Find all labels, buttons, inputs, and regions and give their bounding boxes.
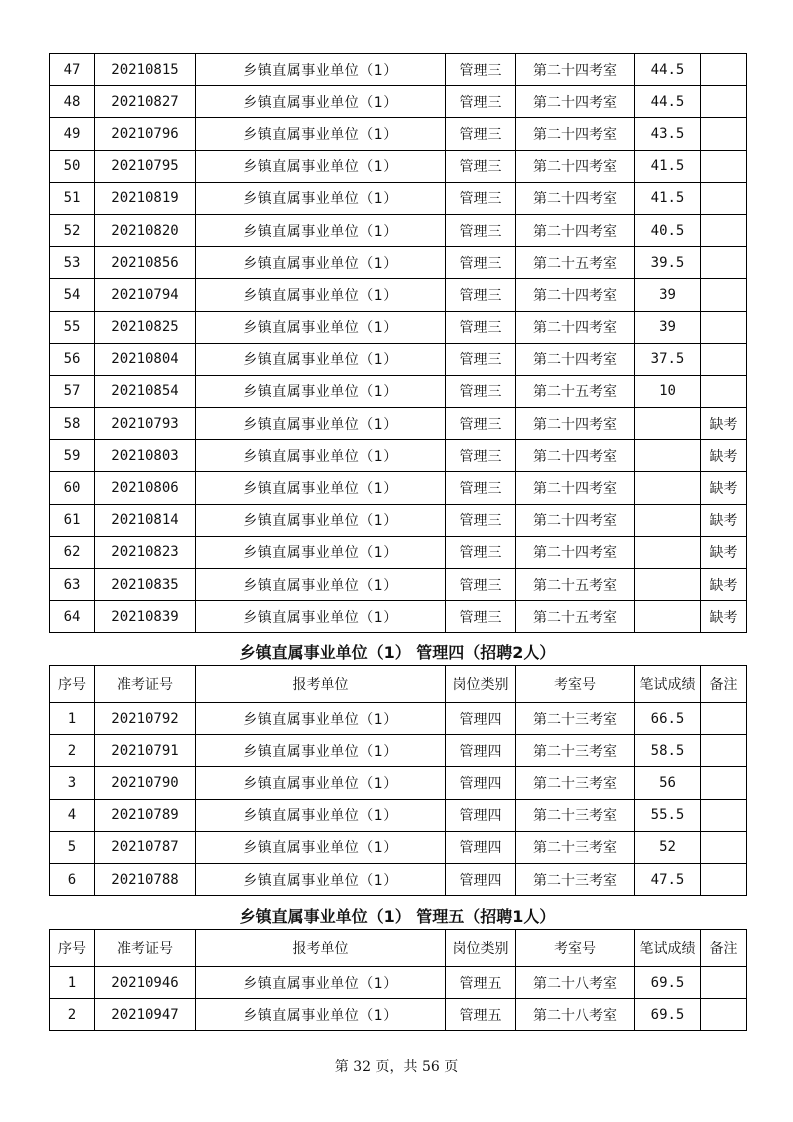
score-cell: 10 <box>635 375 701 407</box>
ticket-number-cell: 20210791 <box>95 735 196 767</box>
score-cell: 39 <box>635 311 701 343</box>
exam-room-cell: 第二十四考室 <box>516 279 635 311</box>
score-cell <box>635 569 701 601</box>
remark-cell: 缺考 <box>701 472 747 504</box>
table-row <box>50 967 747 999</box>
exam-room-cell: 第二十三考室 <box>516 799 635 831</box>
position-type-cell: 管理三 <box>446 118 516 150</box>
seq-cell: 57 <box>50 375 95 407</box>
seq-cell: 61 <box>50 504 95 536</box>
remark-cell <box>701 86 747 118</box>
table-row <box>50 54 747 86</box>
unit-cell: 乡镇直属事业单位（1） <box>196 247 446 279</box>
unit-cell: 乡镇直属事业单位（1） <box>196 767 446 799</box>
exam-room-cell: 第二十八考室 <box>516 967 635 999</box>
remark-cell <box>701 54 747 86</box>
table-row <box>50 504 747 536</box>
unit-cell: 乡镇直属事业单位（1） <box>196 408 446 440</box>
ticket-number-cell: 20210806 <box>95 472 196 504</box>
exam-room-cell: 第二十五考室 <box>516 569 635 601</box>
exam-room-cell: 第二十四考室 <box>516 472 635 504</box>
table-row <box>50 999 747 1031</box>
ticket-number-cell: 20210804 <box>95 343 196 375</box>
header-position-type: 岗位类别 <box>446 666 516 703</box>
exam-room-cell: 第二十四考室 <box>516 440 635 472</box>
ticket-number-cell: 20210854 <box>95 375 196 407</box>
unit-cell: 乡镇直属事业单位（1） <box>196 182 446 214</box>
seq-cell: 2 <box>50 999 95 1031</box>
seq-cell: 52 <box>50 214 95 246</box>
ticket-number-cell: 20210790 <box>95 767 196 799</box>
remark-cell: 缺考 <box>701 569 747 601</box>
exam-room-cell: 第二十四考室 <box>516 214 635 246</box>
table-row <box>50 767 747 799</box>
table-row <box>50 118 747 150</box>
table-row <box>50 343 747 375</box>
ticket-number-cell: 20210814 <box>95 504 196 536</box>
header-ticket-number: 准考证号 <box>95 666 196 703</box>
score-cell: 56 <box>635 767 701 799</box>
remark-cell <box>701 767 747 799</box>
score-cell: 41.5 <box>635 182 701 214</box>
header-score: 笔试成绩 <box>635 930 701 967</box>
table-row <box>50 408 747 440</box>
table-row <box>50 831 747 863</box>
position-type-cell: 管理五 <box>446 967 516 999</box>
table-row <box>50 799 747 831</box>
ticket-number-cell: 20210795 <box>95 150 196 182</box>
seq-cell: 60 <box>50 472 95 504</box>
position-type-cell: 管理三 <box>446 86 516 118</box>
ticket-number-cell: 20210823 <box>95 536 196 568</box>
remark-cell: 缺考 <box>701 440 747 472</box>
position-type-cell: 管理四 <box>446 703 516 735</box>
table-row <box>50 279 747 311</box>
seq-cell: 51 <box>50 182 95 214</box>
header-remark: 备注 <box>701 930 747 967</box>
position-type-cell: 管理三 <box>446 247 516 279</box>
exam-room-cell: 第二十四考室 <box>516 182 635 214</box>
ticket-number-cell: 20210839 <box>95 601 196 633</box>
remark-cell <box>701 118 747 150</box>
score-cell: 69.5 <box>635 967 701 999</box>
ticket-number-cell: 20210820 <box>95 214 196 246</box>
header-unit: 报考单位 <box>196 930 446 967</box>
remark-cell: 缺考 <box>701 408 747 440</box>
seq-cell: 5 <box>50 831 95 863</box>
header-score: 笔试成绩 <box>635 666 701 703</box>
score-cell: 55.5 <box>635 799 701 831</box>
score-cell <box>635 504 701 536</box>
position-type-cell: 管理五 <box>446 999 516 1031</box>
seq-cell: 53 <box>50 247 95 279</box>
exam-room-cell: 第二十三考室 <box>516 863 635 895</box>
unit-cell: 乡镇直属事业单位（1） <box>196 86 446 118</box>
ticket-number-cell: 20210827 <box>95 86 196 118</box>
exam-room-cell: 第二十四考室 <box>516 408 635 440</box>
table-row <box>50 375 747 407</box>
results-table-management-5 <box>49 929 747 1031</box>
exam-room-cell: 第二十四考室 <box>516 343 635 375</box>
seq-cell: 1 <box>50 967 95 999</box>
unit-cell: 乡镇直属事业单位（1） <box>196 214 446 246</box>
unit-cell: 乡镇直属事业单位（1） <box>196 279 446 311</box>
header-exam-room: 考室号 <box>516 930 635 967</box>
remark-cell <box>701 247 747 279</box>
remark-cell <box>701 967 747 999</box>
header-ticket-number: 准考证号 <box>95 930 196 967</box>
exam-room-cell: 第二十八考室 <box>516 999 635 1031</box>
header-remark: 备注 <box>701 666 747 703</box>
remark-cell <box>701 999 747 1031</box>
exam-room-cell: 第二十三考室 <box>516 703 635 735</box>
unit-cell: 乡镇直属事业单位（1） <box>196 504 446 536</box>
exam-room-cell: 第二十三考室 <box>516 735 635 767</box>
score-cell <box>635 440 701 472</box>
table-row <box>50 601 747 633</box>
table-row <box>50 703 747 735</box>
header-seq: 序号 <box>50 666 95 703</box>
unit-cell: 乡镇直属事业单位（1） <box>196 569 446 601</box>
exam-room-cell: 第二十四考室 <box>516 118 635 150</box>
position-type-cell: 管理三 <box>446 54 516 86</box>
table-row <box>50 863 747 895</box>
ticket-number-cell: 20210794 <box>95 279 196 311</box>
position-type-cell: 管理三 <box>446 375 516 407</box>
seq-cell: 1 <box>50 703 95 735</box>
position-type-cell: 管理四 <box>446 831 516 863</box>
unit-cell: 乡镇直属事业单位（1） <box>196 863 446 895</box>
seq-cell: 2 <box>50 735 95 767</box>
remark-cell <box>701 150 747 182</box>
position-type-cell: 管理三 <box>446 408 516 440</box>
remark-cell <box>701 799 747 831</box>
unit-cell: 乡镇直属事业单位（1） <box>196 150 446 182</box>
score-cell: 66.5 <box>635 703 701 735</box>
exam-room-cell: 第二十四考室 <box>516 86 635 118</box>
table-row <box>50 311 747 343</box>
score-cell: 37.5 <box>635 343 701 375</box>
position-type-cell: 管理三 <box>446 311 516 343</box>
position-type-cell: 管理三 <box>446 601 516 633</box>
exam-room-cell: 第二十五考室 <box>516 601 635 633</box>
table-row <box>50 182 747 214</box>
unit-cell: 乡镇直属事业单位（1） <box>196 703 446 735</box>
position-type-cell: 管理四 <box>446 863 516 895</box>
exam-room-cell: 第二十四考室 <box>516 504 635 536</box>
score-cell: 44.5 <box>635 86 701 118</box>
header-exam-room: 考室号 <box>516 666 635 703</box>
score-cell <box>635 408 701 440</box>
unit-cell: 乡镇直属事业单位（1） <box>196 54 446 86</box>
seq-cell: 55 <box>50 311 95 343</box>
page-footer: 第 32 页，共 56 页 <box>334 1059 459 1075</box>
results-table-management-3 <box>49 53 747 633</box>
score-cell: 39.5 <box>635 247 701 279</box>
ticket-number-cell: 20210835 <box>95 569 196 601</box>
score-cell: 43.5 <box>635 118 701 150</box>
position-type-cell: 管理三 <box>446 440 516 472</box>
results-table-management-4 <box>49 665 747 896</box>
ticket-number-cell: 20210947 <box>95 999 196 1031</box>
unit-cell: 乡镇直属事业单位（1） <box>196 343 446 375</box>
remark-cell <box>701 831 747 863</box>
unit-cell: 乡镇直属事业单位（1） <box>196 999 446 1031</box>
seq-cell: 6 <box>50 863 95 895</box>
unit-cell: 乡镇直属事业单位（1） <box>196 601 446 633</box>
header-unit: 报考单位 <box>196 666 446 703</box>
ticket-number-cell: 20210856 <box>95 247 196 279</box>
seq-cell: 3 <box>50 767 95 799</box>
exam-room-cell: 第二十三考室 <box>516 767 635 799</box>
ticket-number-cell: 20210815 <box>95 54 196 86</box>
position-type-cell: 管理三 <box>446 569 516 601</box>
table-row <box>50 440 747 472</box>
ticket-number-cell: 20210796 <box>95 118 196 150</box>
table-row <box>50 247 747 279</box>
position-type-cell: 管理三 <box>446 343 516 375</box>
remark-cell <box>701 279 747 311</box>
seq-cell: 49 <box>50 118 95 150</box>
exam-room-cell: 第二十四考室 <box>516 54 635 86</box>
unit-cell: 乡镇直属事业单位（1） <box>196 440 446 472</box>
table-row <box>50 86 747 118</box>
position-type-cell: 管理三 <box>446 504 516 536</box>
table-row <box>50 150 747 182</box>
ticket-number-cell: 20210787 <box>95 831 196 863</box>
table-header-row <box>50 666 747 703</box>
seq-cell: 54 <box>50 279 95 311</box>
unit-cell: 乡镇直属事业单位（1） <box>196 799 446 831</box>
remark-cell <box>701 375 747 407</box>
position-type-cell: 管理四 <box>446 767 516 799</box>
ticket-number-cell: 20210793 <box>95 408 196 440</box>
remark-cell <box>701 182 747 214</box>
remark-cell: 缺考 <box>701 601 747 633</box>
position-type-cell: 管理三 <box>446 536 516 568</box>
score-cell: 47.5 <box>635 863 701 895</box>
position-type-cell: 管理四 <box>446 799 516 831</box>
ticket-number-cell: 20210803 <box>95 440 196 472</box>
remark-cell <box>701 311 747 343</box>
exam-room-cell: 第二十五考室 <box>516 375 635 407</box>
remark-cell <box>701 703 747 735</box>
position-type-cell: 管理三 <box>446 182 516 214</box>
score-cell <box>635 601 701 633</box>
position-type-cell: 管理三 <box>446 214 516 246</box>
score-cell <box>635 472 701 504</box>
unit-cell: 乡镇直属事业单位（1） <box>196 118 446 150</box>
unit-cell: 乡镇直属事业单位（1） <box>196 311 446 343</box>
header-seq: 序号 <box>50 930 95 967</box>
seq-cell: 4 <box>50 799 95 831</box>
remark-cell <box>701 343 747 375</box>
score-cell: 39 <box>635 279 701 311</box>
remark-cell: 缺考 <box>701 536 747 568</box>
table-row <box>50 536 747 568</box>
unit-cell: 乡镇直属事业单位（1） <box>196 735 446 767</box>
unit-cell: 乡镇直属事业单位（1） <box>196 375 446 407</box>
remark-cell <box>701 735 747 767</box>
ticket-number-cell: 20210825 <box>95 311 196 343</box>
seq-cell: 50 <box>50 150 95 182</box>
exam-room-cell: 第二十五考室 <box>516 247 635 279</box>
ticket-number-cell: 20210789 <box>95 799 196 831</box>
score-cell: 52 <box>635 831 701 863</box>
remark-cell <box>701 863 747 895</box>
seq-cell: 64 <box>50 601 95 633</box>
seq-cell: 47 <box>50 54 95 86</box>
exam-room-cell: 第二十四考室 <box>516 536 635 568</box>
ticket-number-cell: 20210819 <box>95 182 196 214</box>
section-title-management-4: 乡镇直属事业单位（1） 管理四（招聘2人） <box>239 643 556 662</box>
unit-cell: 乡镇直属事业单位（1） <box>196 831 446 863</box>
unit-cell: 乡镇直属事业单位（1） <box>196 536 446 568</box>
score-cell: 58.5 <box>635 735 701 767</box>
unit-cell: 乡镇直属事业单位（1） <box>196 967 446 999</box>
score-cell <box>635 536 701 568</box>
position-type-cell: 管理三 <box>446 472 516 504</box>
score-cell: 40.5 <box>635 214 701 246</box>
seq-cell: 48 <box>50 86 95 118</box>
position-type-cell: 管理四 <box>446 735 516 767</box>
unit-cell: 乡镇直属事业单位（1） <box>196 472 446 504</box>
remark-cell: 缺考 <box>701 504 747 536</box>
seq-cell: 59 <box>50 440 95 472</box>
table-row <box>50 472 747 504</box>
table-header-row <box>50 930 747 967</box>
score-cell: 41.5 <box>635 150 701 182</box>
header-position-type: 岗位类别 <box>446 930 516 967</box>
score-cell: 44.5 <box>635 54 701 86</box>
ticket-number-cell: 20210788 <box>95 863 196 895</box>
position-type-cell: 管理三 <box>446 279 516 311</box>
seq-cell: 58 <box>50 408 95 440</box>
exam-room-cell: 第二十四考室 <box>516 150 635 182</box>
seq-cell: 62 <box>50 536 95 568</box>
remark-cell <box>701 214 747 246</box>
table-row <box>50 214 747 246</box>
position-type-cell: 管理三 <box>446 150 516 182</box>
ticket-number-cell: 20210792 <box>95 703 196 735</box>
exam-room-cell: 第二十四考室 <box>516 311 635 343</box>
seq-cell: 63 <box>50 569 95 601</box>
table-row <box>50 735 747 767</box>
seq-cell: 56 <box>50 343 95 375</box>
ticket-number-cell: 20210946 <box>95 967 196 999</box>
section-title-management-5: 乡镇直属事业单位（1） 管理五（招聘1人） <box>239 907 556 926</box>
table-row <box>50 569 747 601</box>
score-cell: 69.5 <box>635 999 701 1031</box>
exam-room-cell: 第二十三考室 <box>516 831 635 863</box>
